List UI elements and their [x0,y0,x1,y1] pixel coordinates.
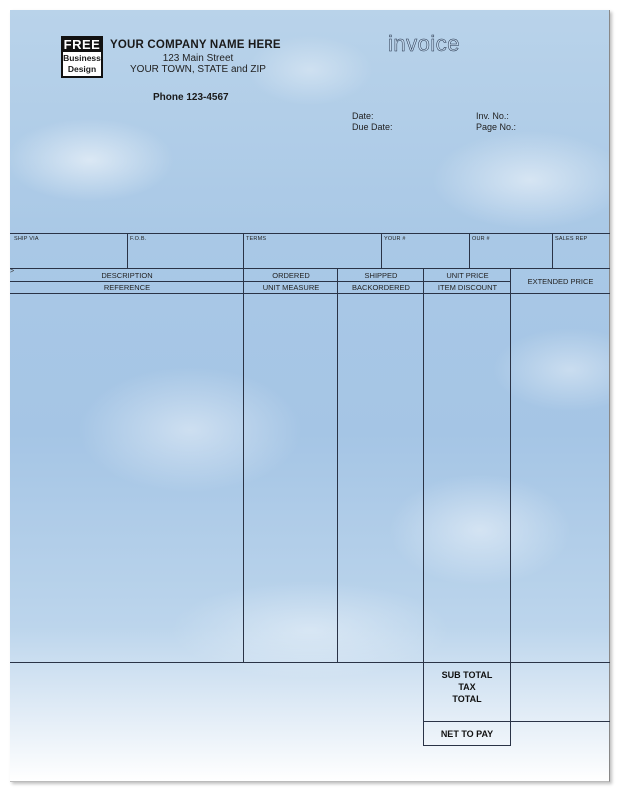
info-bar-divider [243,233,244,268]
items-bottom-border [10,662,610,663]
ship-via-label: SHIP VIA [14,236,39,242]
our-number-label: OUR # [472,236,490,242]
document-title: invoice [388,31,460,56]
info-bar-divider [469,233,470,268]
info-bar-top-border [10,233,610,234]
total-label: TOTAL [452,694,482,704]
tax-label: TAX [458,682,476,692]
chevron-right-icon: > [10,268,15,275]
shipped-header: SHIPPED [364,271,398,280]
company-street: 123 Main Street [162,53,234,64]
invoice-number-label: Inv. No.: [476,111,509,121]
backordered-header: BACKORDERED [352,283,410,292]
info-bar-divider [127,233,128,268]
ordered-header: ORDERED [272,271,310,280]
company-phone: Phone 123-4567 [153,92,229,103]
date-label: Date: [352,111,374,121]
sub-total-label: SUB TOTAL [441,670,493,680]
unit-measure-header: UNIT MEASURE [262,283,320,292]
logo-business-text: Business [63,53,101,63]
company-city: YOUR TOWN, STATE and ZIP [130,64,266,75]
item-discount-header: ITEM DISCOUNT [437,283,498,292]
net-to-pay-label: NET TO PAY [440,729,494,739]
terms-label: TERMS [246,236,267,242]
totals-bottom-border [423,745,511,746]
due-date-label: Due Date: [352,122,393,132]
sales-rep-label: SALES REP [555,236,588,242]
column-header-mid-border [10,281,511,282]
free-business-design-logo [61,36,103,78]
logo-design-text: Design [67,64,97,74]
info-bar-divider [552,233,553,268]
info-bar-bottom-border [10,268,610,269]
fob-label: F.O.B. [130,236,147,242]
company-address [110,53,286,75]
company-name: YOUR COMPANY NAME HERE [110,39,281,51]
your-number-label: YOUR # [384,236,406,242]
extended-price-header: EXTENDED PRICE [527,277,594,286]
column-divider [337,268,338,663]
reference-header: REFERENCE [103,283,151,292]
totals-divider [423,721,610,722]
invoice-form-sheet [10,10,610,782]
info-bar-divider [381,233,382,268]
page-number-label: Page No.: [476,122,517,132]
column-header-bottom-border [10,293,610,294]
unit-price-header: UNIT PRICE [446,271,489,280]
column-divider [243,268,244,663]
logo-free-text: FREE [63,37,101,52]
description-header: DESCRIPTION [101,271,153,280]
